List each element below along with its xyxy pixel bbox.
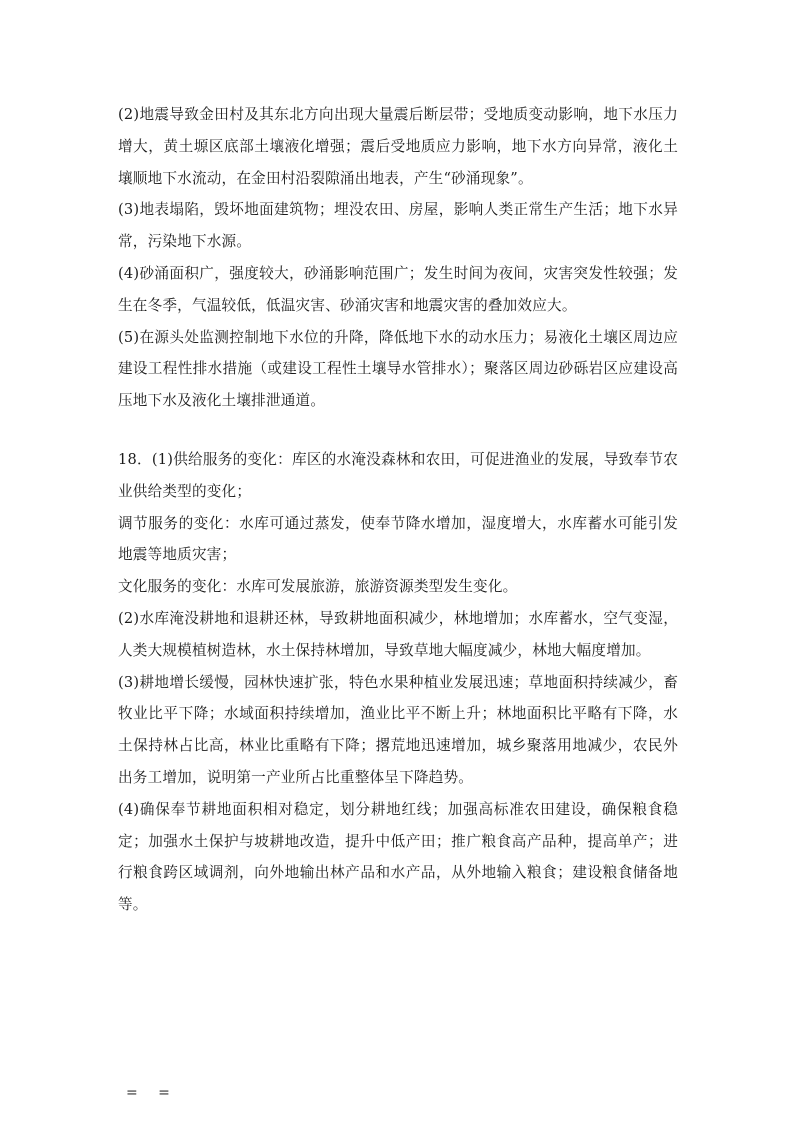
footer-mark: = =: [126, 1085, 178, 1101]
section-gap: [118, 417, 678, 444]
answer-17-2: (2)地震导致金田村及其东北方向出现大量震后断层带；受地质变动影响，地下水压力增大，黄土塬区底部土壤液化增强；震后受地质应力影响，地下水方向异常，液化土壤顺地下水流动，在金田村沿裂隙涌出地表，产生“砂涌现象”。: [118, 106, 678, 187]
answer-17-5: (5)在源头处监测控制地下水位的升降，降低地下水的动水压力；易液化土壤区周边应建设工程性排水措施（或建设工程性土壤导水管排水）；聚落区周边砂砾岩区应建设高压地下水及液化土壤排泄通道。: [118, 328, 678, 410]
answer-17-4: (4)砂涌面积广，强度较大，砂涌影响范围广；发生时间为夜间，灾害突发性较强；发生在冬季，气温较低，低温灾害、砂涌灾害和地震灾害的叠加效应大。: [118, 264, 678, 314]
answer-18-1: 18．(1)供给服务的变化：库区的水淹没森林和农田，可促进渔业的发展，导致奉节农业供给类型的变化；: [118, 450, 678, 500]
answer-18-2: (2)水库淹没耕地和退耕还林，导致耕地面积减少，林地增加；水库蓄水，空气变湿，人类大规模植树造林，水土保持林增加，导致草地大幅度减少，林地大幅度增加。: [118, 609, 678, 659]
answer-17-3: (3)地表塌陷，毁坏地面建筑物；埋没农田、房屋，影响人类正常生产生活；地下水异常，污染地下水源。: [118, 201, 678, 251]
answer-18-1-culture: 文化服务的变化：水库可发展旅游，旅游资源类型发生变化。: [118, 578, 518, 596]
answer-18-4: (4)确保奉节耕地面积相对稳定，划分耕地红线；加强高标准农田建设，确保粮食稳定；加强水土保护与坡耕地改造，提升中低产田；推广粮食高产品种，提高单产；进行粮食跨区域调剂，向外地输出林产品和水产品，从外地输入粮食；建设粮食储备地等。: [118, 800, 678, 914]
answer-content: [118, 99, 678, 921]
answer-18-3: (3)耕地增长缓慢，园林快速扩张，特色水果种植业发展迅速；草地面积持续减少，畜牧业比平下降；水域面积持续增加，渔业比平不断上升；林地面积比平略有下降，水土保持林占比高，林业比重略有下降；撂荒地迅速增加，城乡聚落用地减少，农民外出务工增加，说明第一产业所占比重整体呈下降趋势。: [118, 673, 678, 786]
answer-18-1-regulation: 调节服务的变化：水库可通过蒸发，使奉节降水增加，湿度增大，水库蓄水可能引发地震等地质灾害；: [118, 514, 678, 564]
